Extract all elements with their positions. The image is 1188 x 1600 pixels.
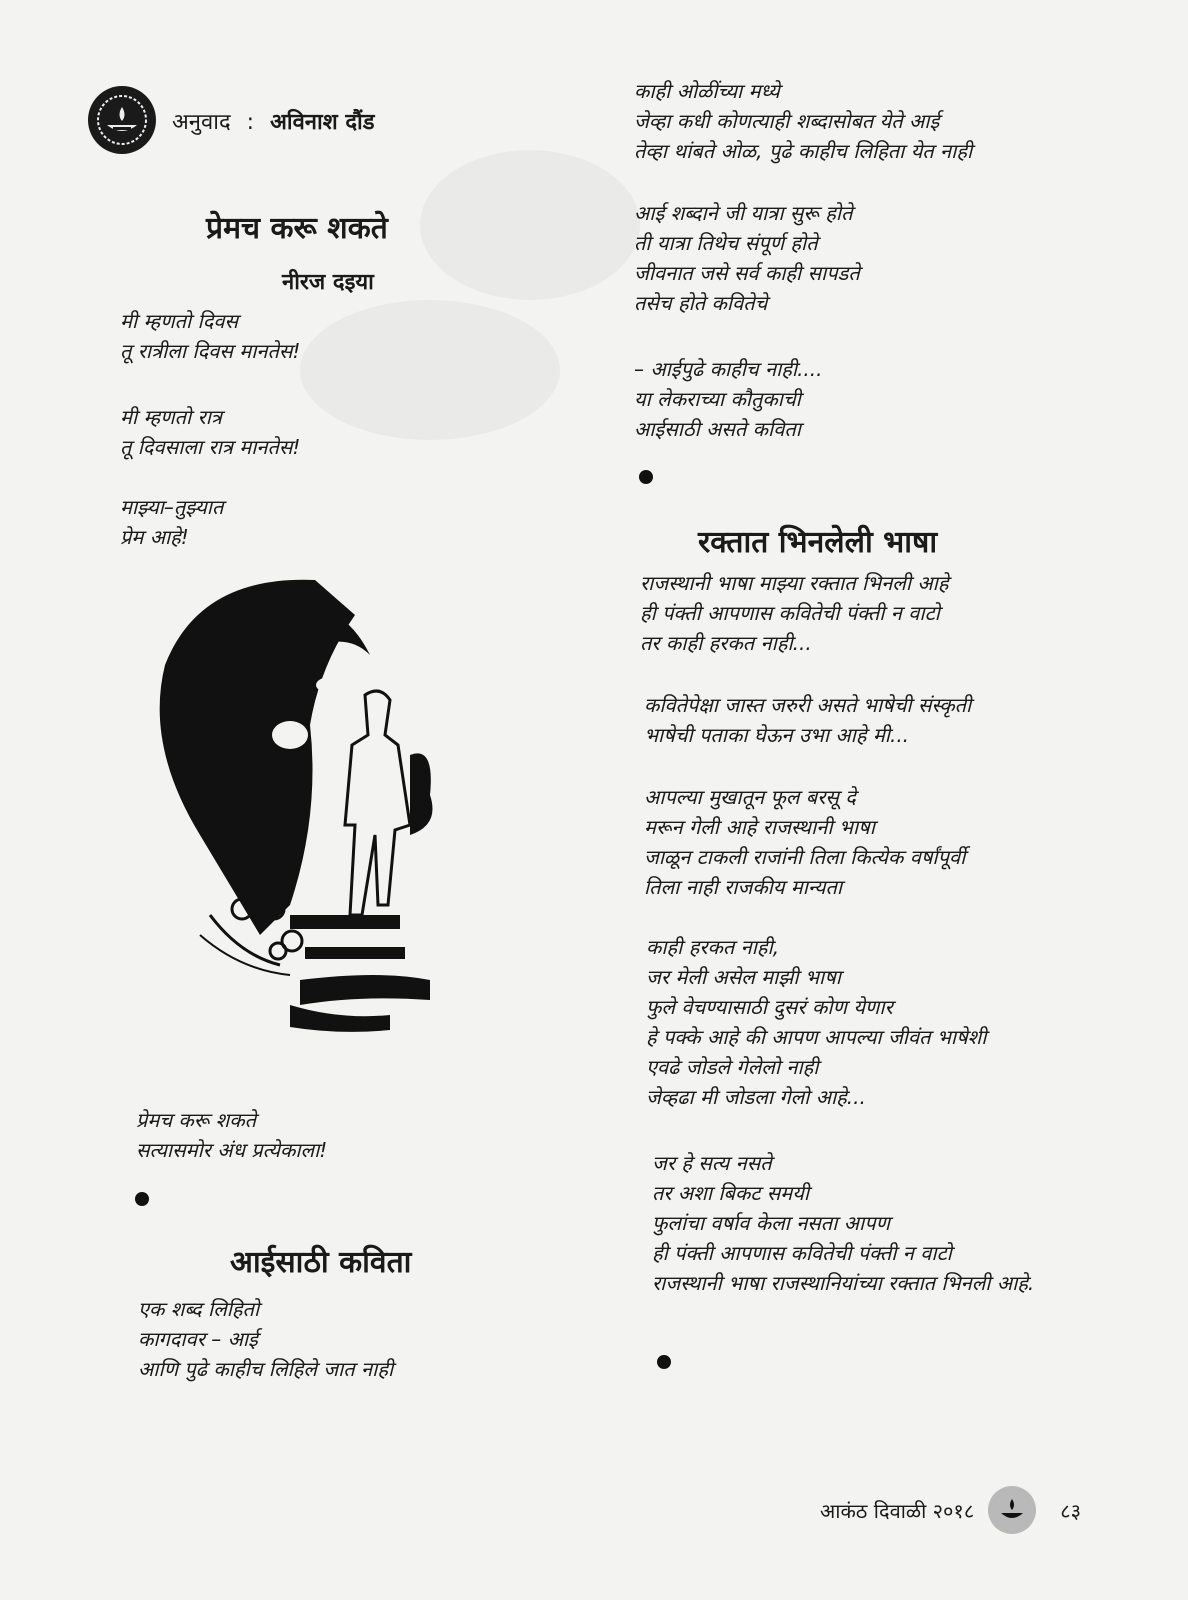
poem-line: काही ओळींच्या मध्ये	[634, 79, 780, 103]
poem-line: कवितेपेक्षा जास्त जरुरी असते भाषेची संस्कृती	[644, 693, 972, 717]
poem-line: तर काही हरकत नाही...	[640, 631, 812, 655]
poem-line: मी म्हणतो रात्र	[120, 405, 222, 429]
poem-line: सत्यासमोर अंध प्रत्येकाला!	[136, 1138, 328, 1162]
poem-line: तर अशा बिकट समयी	[652, 1181, 810, 1205]
poem3-title: रक्तात भिनलेली भाषा	[698, 525, 938, 560]
credit-separator: :	[246, 110, 255, 135]
poem-line: हे पक्के आहे की आपण आपल्या जीवंत भाषेशी	[646, 1025, 987, 1049]
poem-line: भाषेची पताका घेऊन उभा आहे मी...	[644, 723, 910, 747]
poem-line: ही पंक्ती आपणास कवितेची पंक्ती न वाटो	[652, 1241, 952, 1265]
oil-lamp-icon	[88, 86, 156, 154]
poem3-stanza-4	[646, 932, 986, 1112]
poem-line: जेव्हढा मी जोडला गेलो आहे...	[646, 1085, 866, 1109]
poem-line: जीवनात जसे सर्व काही सापडते	[634, 261, 860, 285]
poem-line: राजस्थानी भाषा राजस्थानियांच्या रक्तात भिनली आहे.	[652, 1271, 1035, 1295]
poem-line: मरून गेली आहे राजस्थानी भाषा	[644, 815, 875, 839]
page-number: ८३	[1060, 1498, 1082, 1523]
poem1-author: नीरज दइया	[282, 270, 374, 295]
poem-line: जेव्हा कधी कोणत्याही शब्दासोबत येते आई	[634, 109, 940, 133]
poem2-stanza-3	[634, 198, 860, 318]
publication-name: आकंठ दिवाळी २०१८	[820, 1498, 975, 1523]
poem-line: आपल्या मुखातून फूल बरसू दे	[644, 785, 856, 809]
oil-lamp-icon	[988, 1486, 1036, 1534]
poem-line: आई शब्दाने जी यात्रा सुरू होते	[634, 201, 853, 225]
poem-line: तू रात्रीला दिवस मानतेस!	[120, 339, 301, 363]
poem-line: जर हे सत्य नसते	[652, 1151, 772, 1175]
translator-credit	[172, 106, 374, 136]
paper-smudge	[300, 300, 560, 440]
poem3-stanza-1	[640, 568, 948, 658]
poem-line: तसेच होते कवितेचे	[634, 291, 768, 315]
section-bullet	[135, 1192, 149, 1206]
poem3-stanza-2	[644, 690, 971, 750]
poem-line: आणि पुढे काहीच लिहिले जात नाही	[138, 1357, 394, 1381]
poem-line: – आईपुढे काहीच नाही....	[634, 357, 823, 381]
poem1-stanza-4	[136, 1105, 327, 1165]
translator-name: अविनाश दौंड	[270, 110, 375, 135]
poem-line: फुलांचा वर्षाव केला नसता आपण	[652, 1211, 891, 1235]
poem-line: प्रेमच करू शकते	[136, 1108, 257, 1132]
poem-line: एवढे जोडले गेलेलो नाही	[646, 1055, 819, 1079]
paper-smudge	[420, 150, 640, 300]
poem-line: तू दिवसाला रात्र मानतेस!	[120, 435, 301, 459]
poem-line: जाळून टाकली राजांनी तिला कित्येक वर्षांपूर्वी	[644, 845, 966, 869]
poem-line: कागदावर – आई	[138, 1327, 258, 1351]
poem2-stanza-1	[138, 1294, 393, 1384]
poem-line: फुले वेचण्यासाठी दुसरं कोण येणार	[646, 995, 893, 1019]
poem2-title: आईसाठी कविता	[230, 1245, 412, 1280]
poem3-stanza-5	[652, 1148, 1034, 1298]
poem1-stanza-1	[120, 306, 300, 366]
page-footer	[820, 1486, 1081, 1534]
poem-line: तिला नाही राजकीय मान्यता	[644, 875, 843, 899]
poem2-stanza-2	[634, 76, 972, 166]
poem-line: प्रेम आहे!	[120, 525, 189, 549]
poem1-title: प्रेमच करू शकते	[206, 211, 388, 246]
poem-line: एक शब्द लिहितो	[138, 1297, 260, 1321]
credit-role: अनुवाद	[172, 110, 231, 135]
poem-line: ही पंक्ती आपणास कवितेची पंक्ती न वाटो	[640, 601, 940, 625]
ink-illustration	[140, 575, 440, 1035]
poem-line: माझ्या–तुझ्यात	[120, 495, 224, 519]
poem-line: तेव्हा थांबते ओळ, पुढे काहीच लिहिता येत नाही	[634, 139, 973, 163]
poem3-stanza-3	[644, 782, 965, 902]
poem-line: आईसाठी असते कविता	[634, 417, 801, 441]
poem1-stanza-2	[120, 402, 300, 462]
poem2-stanza-4	[634, 354, 823, 444]
section-bullet	[639, 470, 653, 484]
section-bullet	[657, 1355, 671, 1369]
poem-line: राजस्थानी भाषा माझ्या रक्तात भिनली आहे	[640, 571, 949, 595]
poem-line: मी म्हणतो दिवस	[120, 309, 238, 333]
poem-line: ती यात्रा तिथेच संपूर्ण होते	[634, 231, 818, 255]
poem-line: जर मेली असेल माझी भाषा	[646, 965, 841, 989]
poem-line: या लेकराच्या कौतुकाची	[634, 387, 801, 411]
poem-line: काही हरकत नाही,	[646, 935, 780, 959]
poem1-stanza-3	[120, 492, 223, 552]
